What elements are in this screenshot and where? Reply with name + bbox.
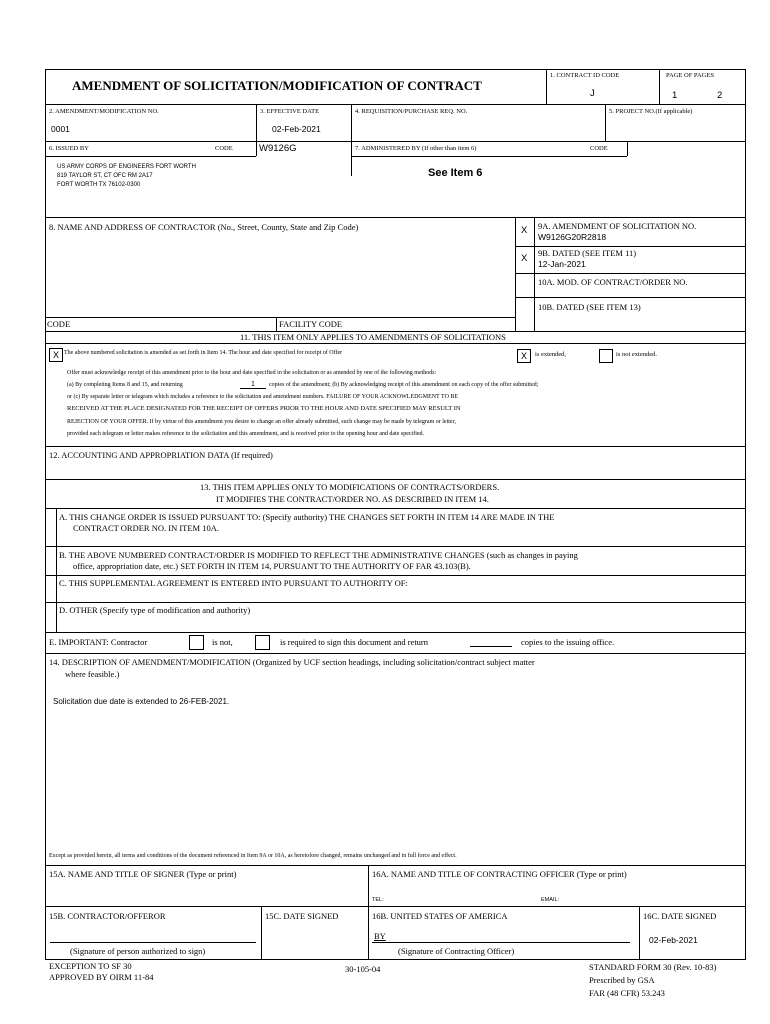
item-13c-label: C. THIS SUPPLEMENTAL AGREEMENT IS ENTERED INTO PURSUANT TO AUTHORITY OF: <box>59 578 408 588</box>
item-13b-line-1: B. THE ABOVE NUMBERED CONTRACT/ORDER IS MODIFIED TO REFLECT THE ADMINISTRATIVE CHANGES (such as changes in paying <box>59 550 578 560</box>
contractor-label: 8. NAME AND ADDRESS OF CONTRACTOR (No., Street, County, State and Zip Code) <box>49 222 359 232</box>
item-13b-line-2: office, appropriation date, etc.) SET FORTH IN ITEM 14, PURSUANT TO THE AUTHORITY OF FAR 43.103(B). <box>73 561 471 571</box>
contract-id-label: 1. CONTRACT ID CODE <box>550 72 620 79</box>
is-not-extended-label: is not extended. <box>616 351 657 358</box>
terms-unchanged-note: Except as provided herein, all terms and conditions of the document referenced in Item 9A or 10A, as heretofore changed, remains unchanged and in full force and effect. <box>49 853 457 859</box>
item-12-label: 12. ACCOUNTING AND APPROPRIATION DATA (If required) <box>49 450 273 460</box>
date-15c-label: 15C. DATE SIGNED <box>265 911 339 921</box>
item-11-heading: 11. THIS ITEM ONLY APPLIES TO AMENDMENTS OF SOLICITATIONS <box>240 332 506 342</box>
item-13a-line-1: A. THIS CHANGE ORDER IS ISSUED PURSUANT TO: (Specify authority) THE CHANGES SET FORTH IN ITEM 14 ARE MADE IN THE <box>59 512 555 522</box>
dated-9b-value: 12-Jan-2021 <box>538 259 586 269</box>
item-11-para-6: provided each telegram or letter makes reference to the solicitation and this amendment, and is received prior to the opening hour and date specified. <box>67 431 425 437</box>
issued-by-label: 6. ISSUED BY <box>49 145 89 152</box>
copies-to-office-label: copies to the issuing office. <box>521 637 615 647</box>
far-citation: FAR (48 CFR) 53.243 <box>589 988 665 998</box>
is-extended-label: is extended, <box>535 351 567 358</box>
contractor-signature-caption: (Signature of person authorized to sign) <box>70 946 206 956</box>
item-14-label-2: where feasible.) <box>65 669 120 679</box>
item-13d-label: D. OTHER (Specify type of modification and authority) <box>59 605 251 615</box>
administered-code-label: CODE <box>590 145 608 152</box>
item-11-para-2b: copies of the amendment; (b) By acknowledging receipt of this amendment on each copy of the offer submitted; <box>269 382 539 388</box>
contractor-is-not-checkbox[interactable] <box>189 635 204 650</box>
issued-code-label: CODE <box>215 145 233 152</box>
solicitation-amended-checkbox[interactable]: X <box>49 348 63 362</box>
amendment-9a-value: W9126G20R2818 <box>538 232 607 242</box>
copies-return-blank[interactable] <box>470 646 512 647</box>
dated-10b-label: 10B. DATED (SEE ITEM 13) <box>538 302 641 312</box>
copies-returned-value: 1 <box>240 381 266 389</box>
mod-10a-label: 10A. MOD. OF CONTRACT/ORDER NO. <box>538 277 688 287</box>
item-11-para-2a: (a) By completing Items 8 and 15, and returning <box>67 382 183 388</box>
is-not-label: is not, <box>212 637 233 647</box>
effective-date-value: 02-Feb-2021 <box>272 124 321 134</box>
page-total: 2 <box>717 90 723 101</box>
item-11-para-1: Offer must acknowledge receipt of this amendment prior to the hour and date specified in the solicitation or as amended by one of the following methods: <box>67 370 437 376</box>
item-13-heading-1: 13. THIS ITEM APPLIES ONLY TO MODIFICATIONS OF CONTRACTS/ORDERS. <box>200 482 500 492</box>
effective-date-label: 3. EFFECTIVE DATE <box>260 108 320 115</box>
item-11-para-4: RECEIVED AT THE PLACE DESIGNATED FOR THE RECEIPT OF OFFERS PRIOR TO THE HOUR AND DATE SPECIFIED MAY RESULT IN <box>67 405 461 412</box>
dated-9b-label: 9B. DATED (SEE ITEM 11) <box>538 248 637 258</box>
contractor-code-label: CODE <box>47 319 71 329</box>
is-not-extended-checkbox[interactable] <box>599 349 613 363</box>
important-label: E. IMPORTANT: Contractor <box>49 637 148 647</box>
issuer-line-3: FORT WORTH TX 76102-0300 <box>57 182 141 188</box>
administered-by-value: See Item 6 <box>428 167 483 179</box>
contract-id-value: J <box>590 88 595 99</box>
page-number: 1 <box>672 90 678 101</box>
facility-code-label: FACILITY CODE <box>279 319 343 329</box>
item-13a-line-2: CONTRACT ORDER NO. IN ITEM 10A. <box>73 523 219 533</box>
signer-15a-label: 15A. NAME AND TITLE OF SIGNER (Type or print) <box>49 869 237 879</box>
exception-line-1: EXCEPTION TO SF 30 <box>49 961 132 971</box>
item-11-para-5: REJECTION OF YOUR OFFER. If by virtue of this amendment you desire to change an offer already submitted, such change may be made by telegram or letter, <box>67 419 456 425</box>
dated-9b-check: X <box>521 253 528 264</box>
amendment-9a-label: 9A. AMENDMENT OF SOLICITATION NO. <box>538 221 697 231</box>
email-label: EMAIL: <box>541 897 560 903</box>
item-14-label-1: 14. DESCRIPTION OF AMENDMENT/MODIFICATION (Organized by UCF section headings, including solicitation/contract subject matter <box>49 657 535 667</box>
administered-by-label: 7. ADMINISTERED BY (If other than item 6) <box>355 145 477 152</box>
amendment-number-label: 2. AMENDMENT/MODIFICATION NO. <box>49 108 159 115</box>
item-11-line-1: The above numbered solicitation is amended as set forth in Item 14. The hour and date specified for receipt of Offer <box>64 350 343 356</box>
contractor-15b-label: 15B. CONTRACTOR/OFFEROR <box>49 911 166 921</box>
usa-16b-label: 16B. UNITED STATES OF AMERICA <box>372 911 508 921</box>
issued-code-value: W9126G <box>259 143 297 154</box>
amendment-number-value: 0001 <box>51 124 70 134</box>
is-required-label: is required to sign this document and return <box>280 637 429 647</box>
issuer-line-1: US ARMY CORPS OF ENGINEERS FORT WORTH <box>57 164 196 170</box>
item-14-description: Solicitation due date is extended to 26-FEB-2021. <box>53 697 230 706</box>
form-control-number: 30-105-04 <box>345 964 381 974</box>
is-extended-checkbox[interactable]: X <box>517 349 531 363</box>
date-16c-value: 02-Feb-2021 <box>649 935 698 945</box>
by-label: BY <box>374 931 386 941</box>
prescribed-by: Prescribed by GSA <box>589 975 655 985</box>
requisition-label: 4. REQUISITION/PURCHASE REQ. NO. <box>355 108 468 115</box>
exception-line-2: APPROVED BY OIRM 11-84 <box>49 972 154 982</box>
page-label: PAGE OF PAGES <box>666 72 714 79</box>
project-number-label: 5. PROJECT NO.(If applicable) <box>609 108 693 115</box>
item-13-heading-2: IT MODIFIES THE CONTRACT/ORDER NO. AS DESCRIBED IN ITEM 14. <box>216 494 489 504</box>
issuer-line-2: 819 TAYLOR ST, CT OFC RM 2A17 <box>57 173 153 179</box>
contractor-is-required-checkbox[interactable] <box>255 635 270 650</box>
officer-16a-label: 16A. NAME AND TITLE OF CONTRACTING OFFICER (Type or print) <box>372 869 627 879</box>
amendment-9a-check: X <box>521 225 528 236</box>
officer-signature-caption: (Signature of Contracting Officer) <box>398 946 515 956</box>
standard-form-number: STANDARD FORM 30 (Rev. 10-83) <box>589 962 717 972</box>
issuer-address <box>57 163 196 190</box>
date-16c-label: 16C. DATE SIGNED <box>643 911 717 921</box>
form-title: AMENDMENT OF SOLICITATION/MODIFICATION OF CONTRACT <box>72 78 482 93</box>
item-11-para-3: or (c) By separate letter or telegram which includes a reference to the solicitation and amendment numbers. FAILURE OF YOUR ACKNOWLEDGMENT TO BE <box>67 394 459 400</box>
tel-label: TEL: <box>372 897 384 903</box>
